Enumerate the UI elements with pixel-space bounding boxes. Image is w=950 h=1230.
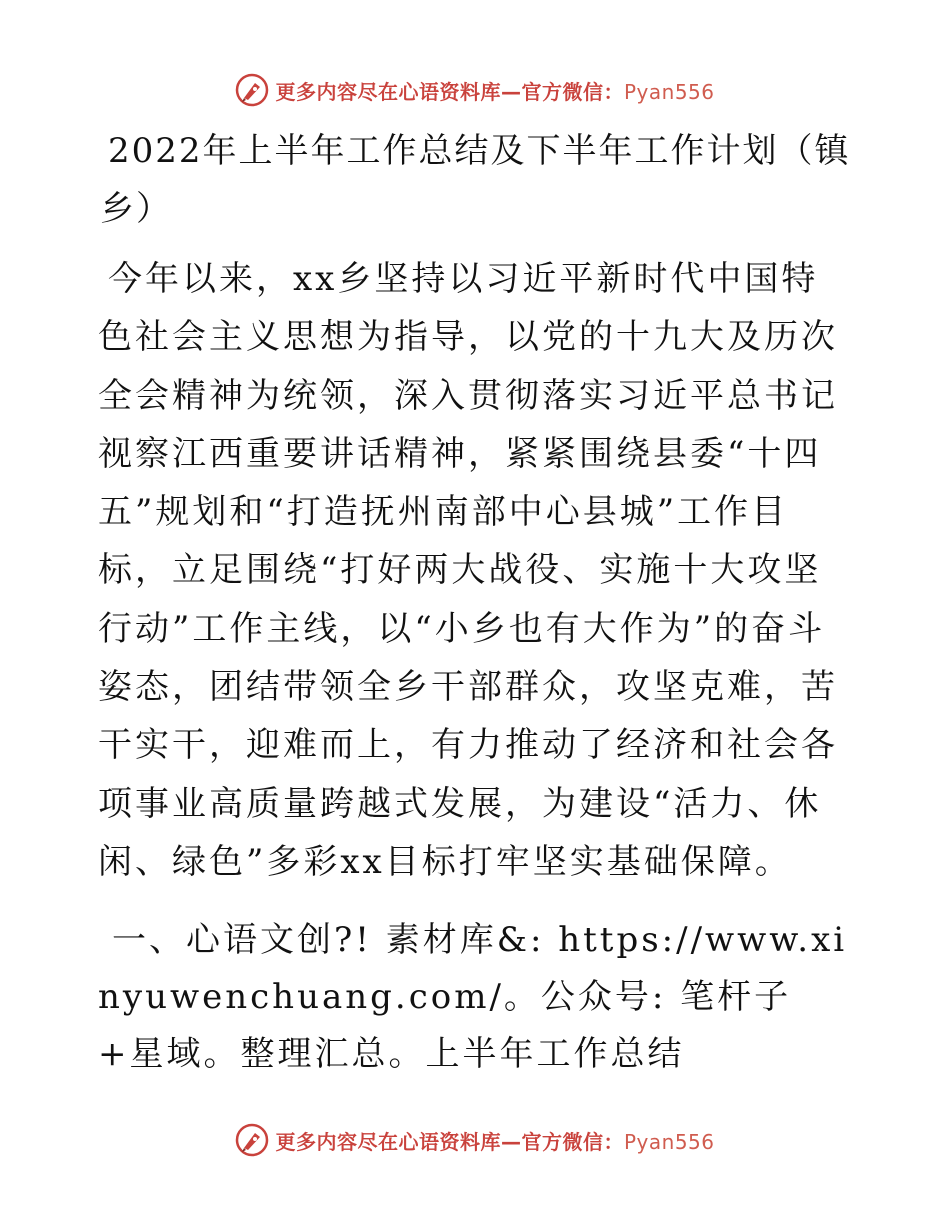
watermark-wechat-id: Pyan556 <box>623 1129 715 1154</box>
watermark-text <box>275 1126 714 1155</box>
watermark-label: 更多内容尽在心语资料库—官方微信： <box>275 1129 624 1154</box>
intro-paragraph: 今年以来，xx乡坚持以习近平新时代中国特色社会主义思想为指导，以党的十九大及历次全会精神为统领，深入贯彻落实习近平总书记视察江西重要讲话精神，紧紧围绕县委“十四五”规划和“打造抚州南部中心县城”工作目标，立足围绕“打好两大战役、实施十大攻坚行动”工作主线，以“小乡也有大作为”的奋斗姿态，团结带领全乡干部群众，攻坚克难，苦干实干，迎难而上，有力推动了经济和社会各项事业高质量跨越式发展，为建设“活力、休闲、绿色”多彩xx目标打牢坚实基础保障。 <box>98 259 838 882</box>
watermark-text <box>275 76 714 105</box>
section-heading: 一、心语文创?! 素材库&: https://www.xinyuwenchuang.com/。公众号: 笔杆子+星域。整理汇总。上半年工作总结 <box>98 920 848 1074</box>
watermark-wechat-id: Pyan556 <box>623 79 715 104</box>
watermark-label: 更多内容尽在心语资料库—官方微信： <box>275 79 624 104</box>
pen-nib-logo-icon <box>235 1123 269 1157</box>
pen-nib-logo-icon <box>235 73 269 107</box>
header-watermark <box>0 68 950 112</box>
document-title: 2022年上半年工作总结及下半年工作计划（镇乡） <box>100 131 851 229</box>
footer-watermark <box>0 1118 950 1162</box>
